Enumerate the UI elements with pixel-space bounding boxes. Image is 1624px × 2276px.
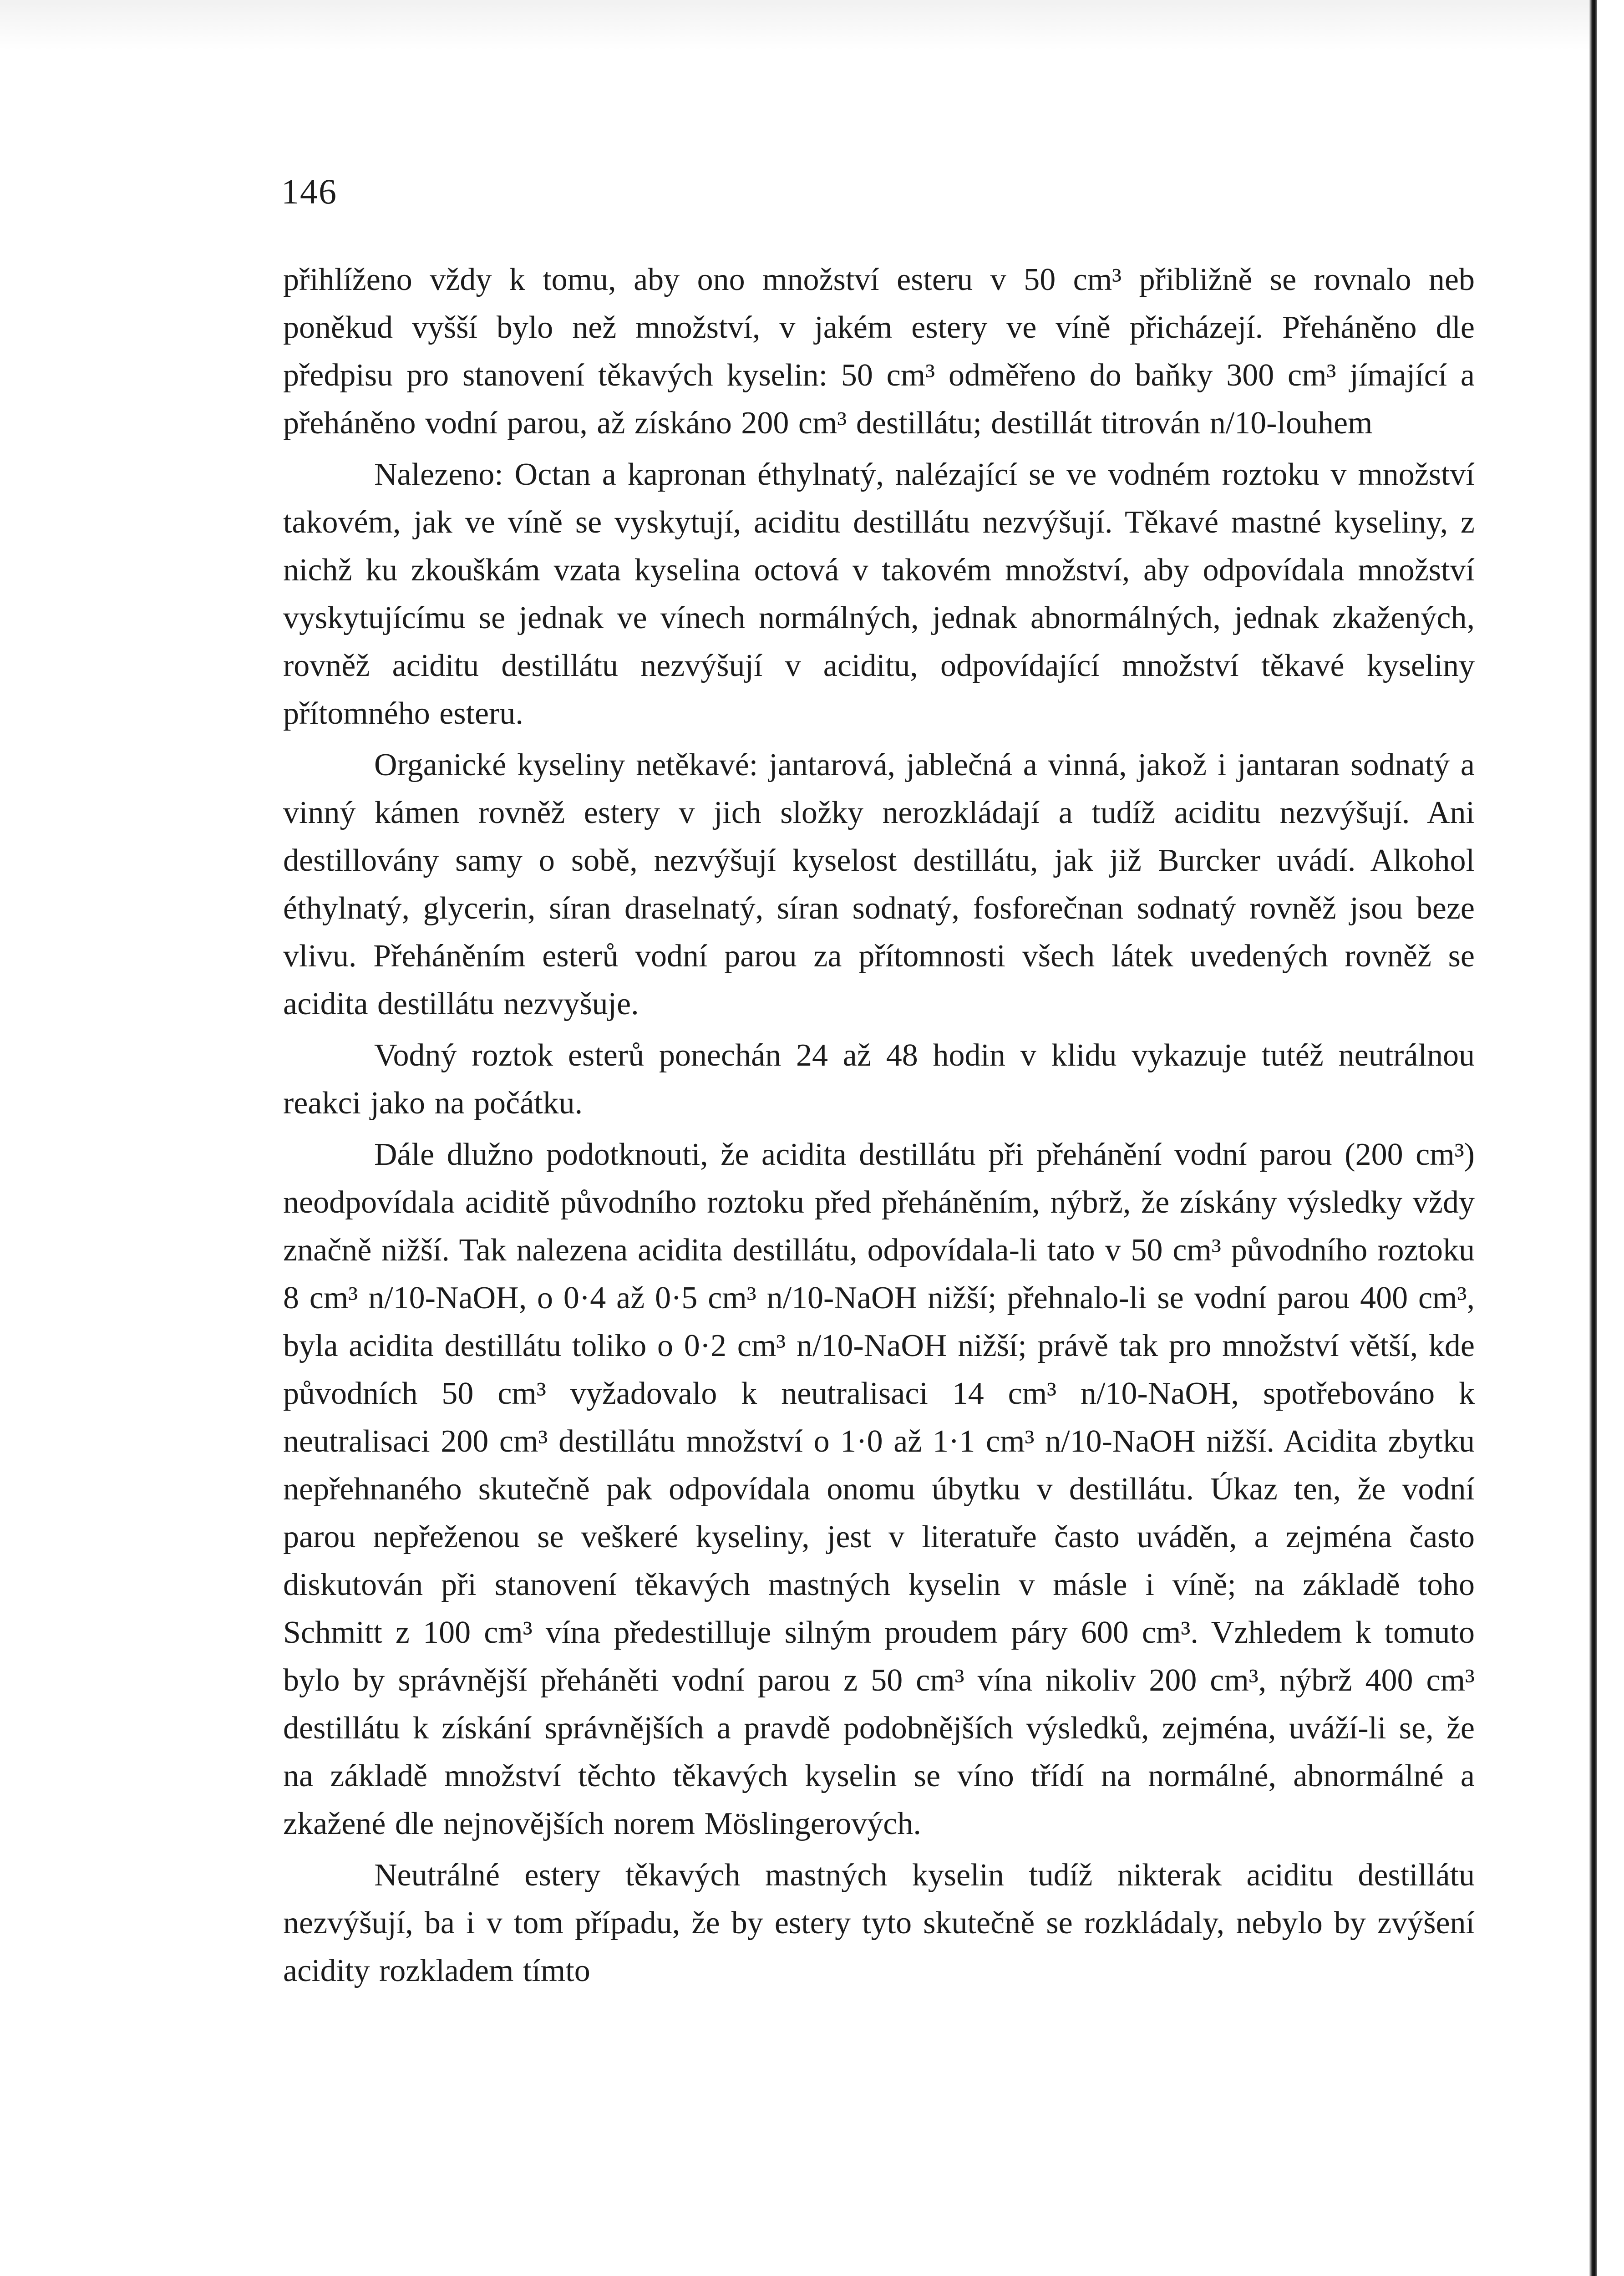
paragraph-5: Dále dlužno podotknouti, že acidita destillátu při přehánění vodní parou (200 cm³) neodpovídala aciditě původního roztoku před přeháněním, nýbrž, že získány výsledky vždy značně nižší. Tak nalezena acidita destillátu, odpovídala-li tato v 50 cm³ původního roztoku 8 cm³ n/10-NaOH, o 0·4 až 0·5 cm³ n/10-NaOH nižší; přehnalo-li se vodní parou 400 cm³, byla acidita destillátu toliko o 0·2 cm³ n/10-NaOH nižší; právě tak pro množství větší, kde původních 50 cm³ vyžadovalo k neutralisaci 14 cm³ n/10-NaOH, spotřebováno k neutralisaci 200 cm³ destillátu množství o 1·0 až 1·1 cm³ n/10-NaOH nižší. Acidita zbytku nepřehnaného skutečně pak odpovídala onomu úbytku v destillátu. Úkaz ten, že vodní parou nepřeženou se veškeré kyseliny, jest v literatuře často uváděn, a zejména často diskutován při stanovení těkavých mastných kyselin v másle i víně; na základě toho Schmitt z 100 cm³ vína předestilluje silným proudem páry 600 cm³. Vzhledem k tomuto bylo by správnější přeháněti vodní parou z 50 cm³ vína nikoliv 200 cm³, nýbrž 400 cm³ destillátu k získání správnějších a pravdě podobnějších výsledků, zejména, uváží-li se, že na základě množství těchto těkavých kyselin se víno třídí na normálné, abnormálné a zkažené dle nejnovějších norem Möslingerových. (283, 1137, 1475, 1841)
paragraph-1: přihlíženo vždy k tomu, aby ono množství esteru v 50 cm³ přibližně se rovnalo neb poněkud vyšší bylo než množství, v jakém estery ve víně přicházejí. Přeháněno dle předpisu pro stanovení těkavých kyselin: 50 cm³ odměřeno do baňky 300 cm³ jímající a přeháněno vodní parou, až získáno 200 cm³ destillátu; destillát titrován n/10-louhem (283, 262, 1475, 441)
scan-shadow (0, 0, 1593, 50)
paragraph-6: Neutrálné estery těkavých mastných kyselin tudíž nikterak aciditu destillátu nezvýšují, ba i v tom případu, že by estery tyto skutečně se rozkládaly, nebylo by zvýšení acidity rozkladem tímto (283, 1858, 1475, 1988)
page-number: 146 (281, 172, 337, 211)
paragraph-4: Vodný roztok esterů ponechán 24 až 48 hodin v klidu vykazuje tutéž neutrálnou reakci jako na počátku. (283, 1038, 1475, 1121)
body-text (283, 256, 1475, 1995)
paragraph-2: Nalezeno: Octan a kapronan éthylnatý, nalézající se ve vodném roztoku v množství takovém, jak ve víně se vyskytují, aciditu destillátu nezvýšují. Těkavé mastné kyseliny, z nichž ku zkouškám vzata kyselina octová v takovém množství, aby odpovídala množství vyskytujícímu se jednak ve vínech normálných, jednak abnormálných, jednak zkažených, rovněž aciditu destillátu nezvýšují v aciditu, odpovídající množství těkavé kyseliny přítomného esteru. (283, 457, 1475, 731)
page-edge-shadow (1589, 0, 1597, 2276)
paragraph-3: Organické kyseliny netěkavé: jantarová, jablečná a vinná, jakož i jantaran sodnatý a vinný kámen rovněž estery v jich složky nerozkládají a tudíž aciditu nezvýšují. Ani destillovány samy o sobě, nezvýšují kyselost destillátu, jak již Burcker uvádí. Alkohol éthylnatý, glycerin, síran draselnatý, síran sodnatý, fosforečnan sodnatý rovněž jsou beze vlivu. Přeháněním esterů vodní parou za přítomnosti všech látek uvedených rovněž se acidita destillátu nezvyšuje. (283, 747, 1475, 1021)
